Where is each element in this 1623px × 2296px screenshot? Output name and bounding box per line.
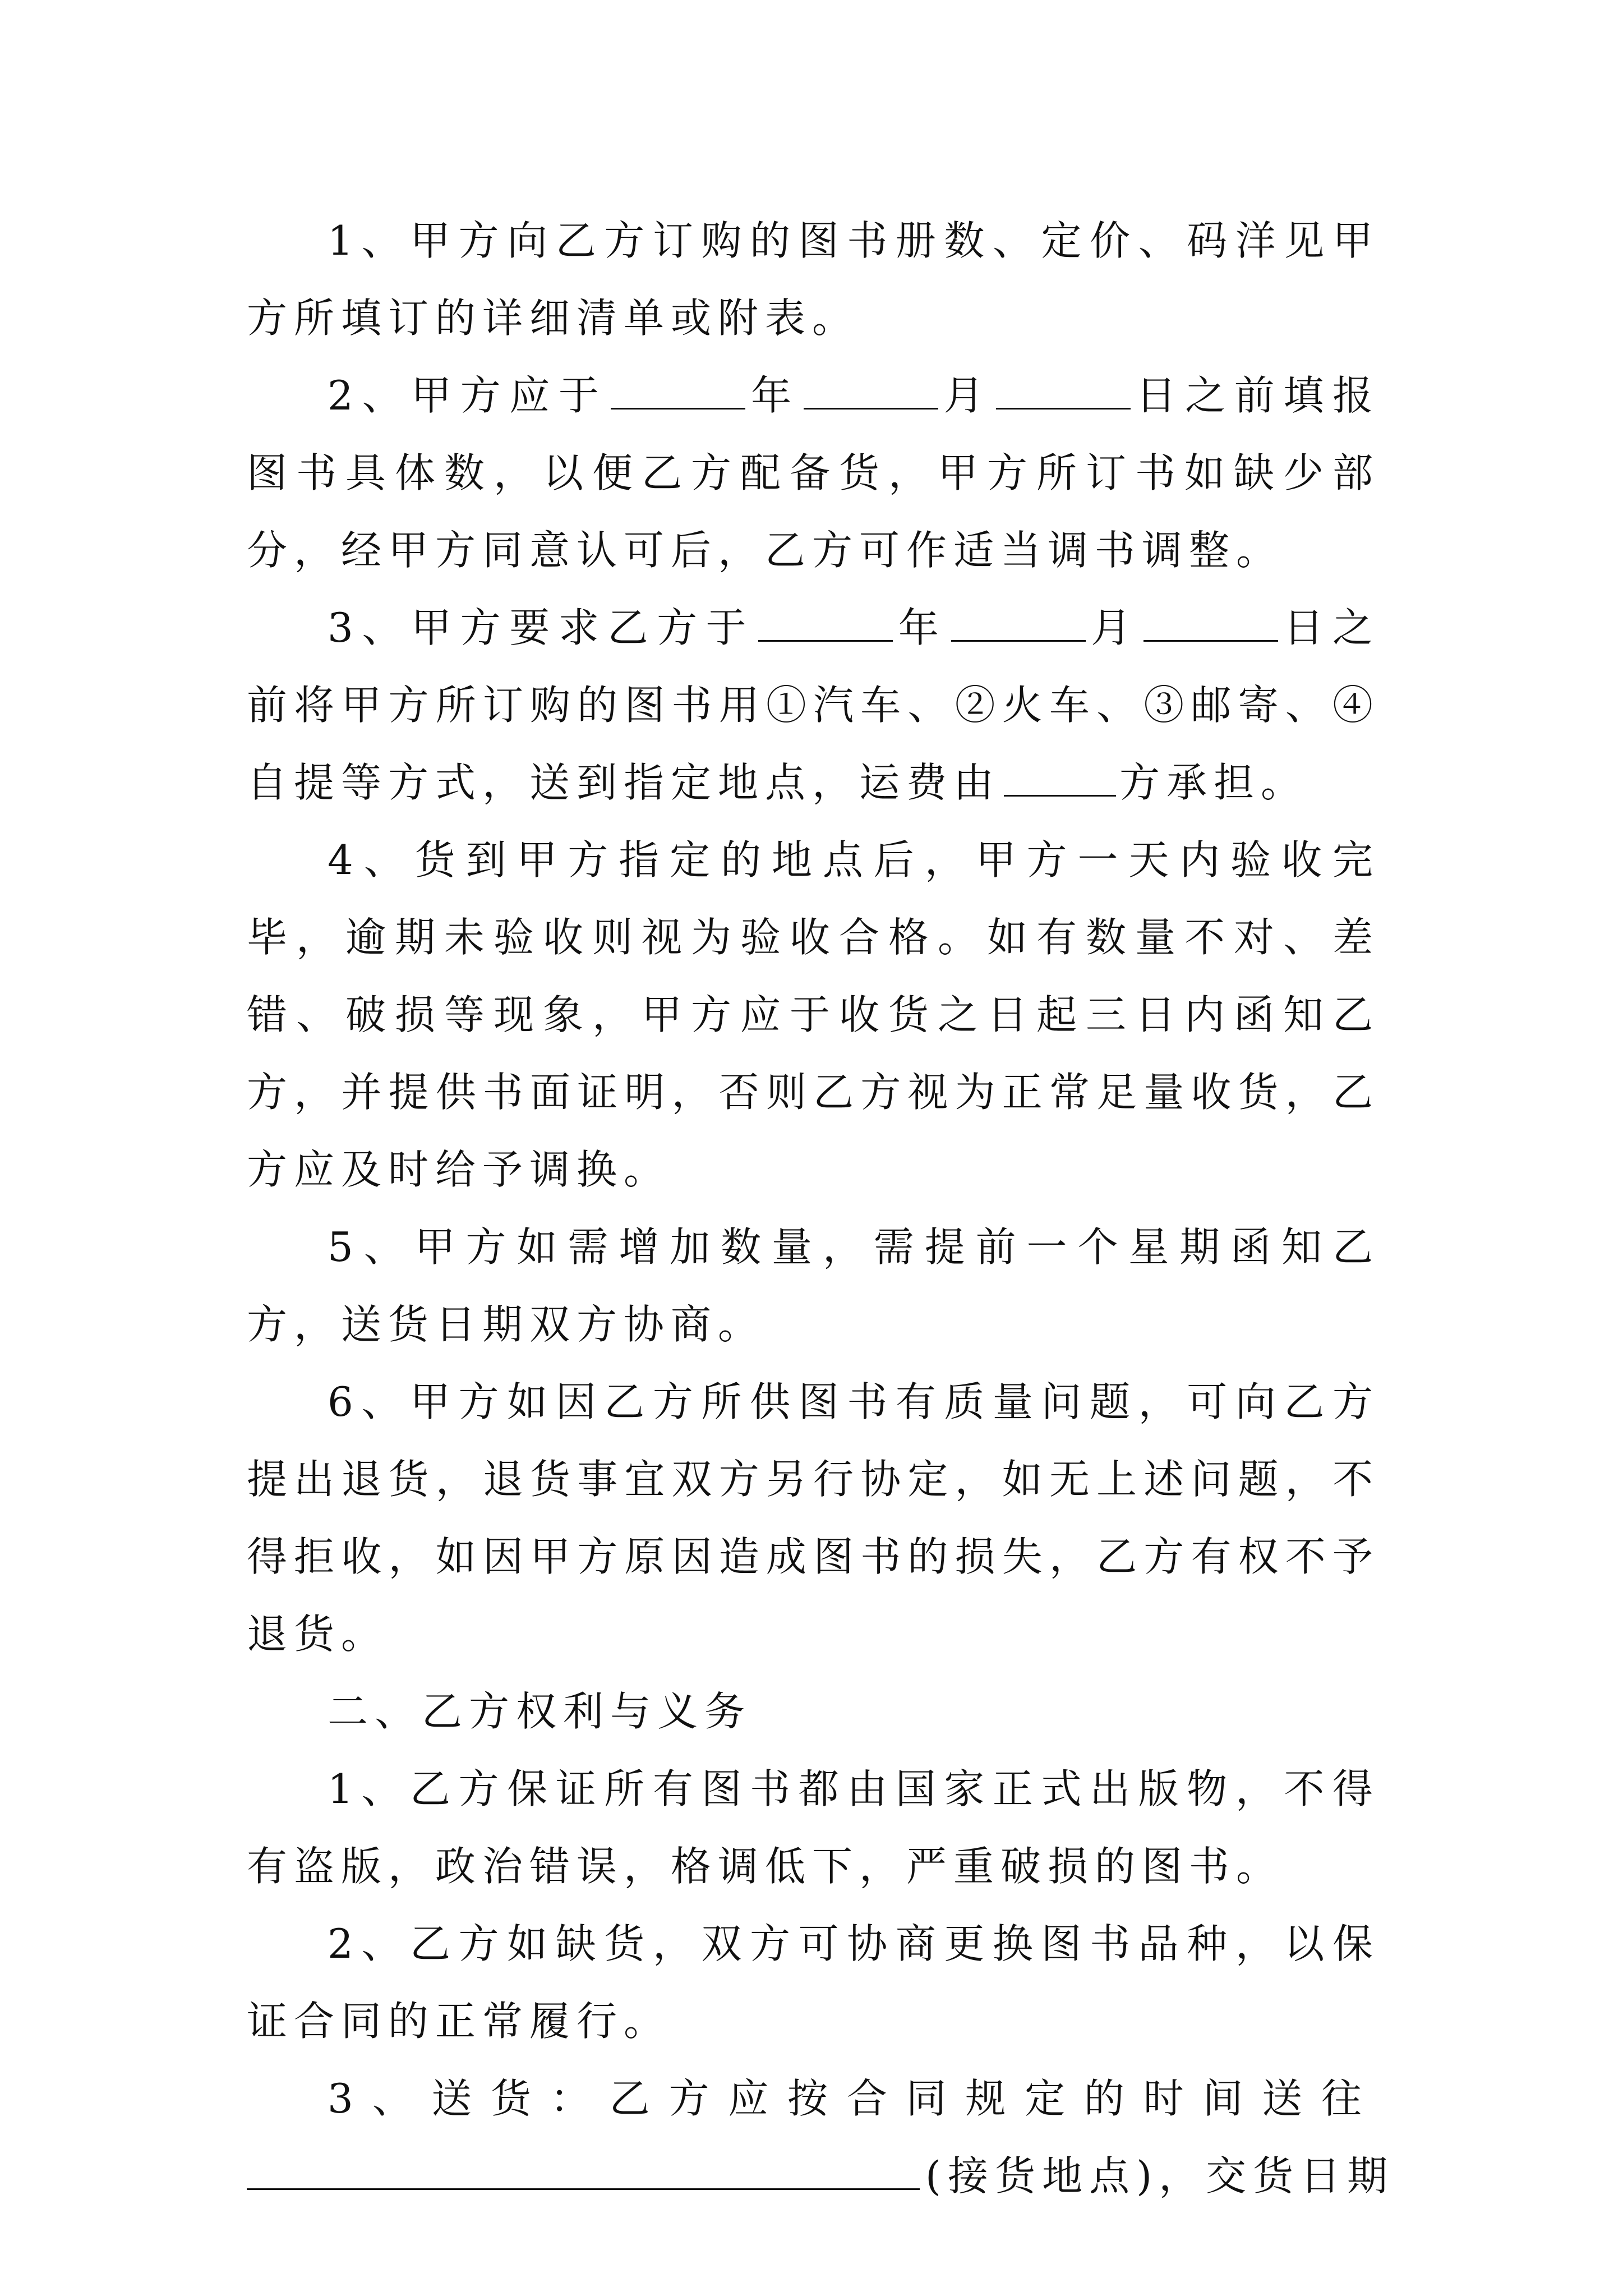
clause-1-2-text-b: 年: [749, 372, 800, 419]
clause-2-2: 2、乙方如缺货，双方可协商更换图书品种，以保证合同的正常履行。: [247, 1920, 1380, 2045]
month-blank[interactable]: [804, 372, 938, 409]
day-blank[interactable]: [996, 372, 1131, 409]
clause-1-6: 6、甲方如因乙方所供图书有质量问题，可向乙方提出退货，退货事宜双方另行协定，如无上述问题，不得拒收，如因甲方原因造成图书的损失，乙方有权不予退货。: [247, 1378, 1380, 1658]
clause-1-5: 5、甲方如需增加数量，需提前一个星期函知乙方，送货日期双方协商。: [247, 1223, 1380, 1348]
clause-1-3: [247, 589, 1380, 821]
delivery-day-blank[interactable]: [1144, 604, 1278, 642]
clause-1-1: 1、甲方向乙方订购的图书册数、定价、码洋见甲方所填订的详细清单或附表。: [247, 217, 1380, 342]
clause-1-2: [247, 357, 1380, 589]
contract-page: [247, 202, 1395, 2215]
delivery-location-blank[interactable]: [247, 2152, 920, 2190]
delivery-month-blank[interactable]: [951, 604, 1086, 642]
clause-1-3-text-a: 3、甲方要求乙方于: [328, 604, 755, 651]
clause-1-3-text-e: 方承担。: [1119, 759, 1308, 806]
clause-2-3: 3、送货：乙方应按合同规定的时间送往: [328, 2075, 1380, 2122]
clause-1-4: 4、货到甲方指定的地点后，甲方一天内验收完毕，逾期未验收则视为验收合格。如有数量不对、差错、破损等现象，甲方应于收货之日起三日内函知乙方，并提供书面证明，否则乙方视为正常足量收货，乙方应及时给予调换。: [247, 836, 1380, 1193]
year-blank[interactable]: [611, 372, 745, 409]
clause-1-3-text-d: 日之前将甲方所订购的图书用①汽车、②火车、③邮寄、④自提等方式，送到指定地点，运费由: [247, 604, 1380, 806]
clause-1-3-text-b: 年: [896, 604, 948, 651]
section-2-heading: 二、乙方权利与义务: [328, 1688, 752, 1735]
clause-1-2-text-d: 日之前填报图书具体数，以便乙方配备货，甲方所订书如缺少部分，经甲方同意认可后，乙方可作适当调书调整。: [247, 372, 1380, 574]
clause-1-2-text-a: 2、甲方应于: [328, 372, 608, 419]
clause-2-3-text-b: (接货地点)，交货日期: [925, 2152, 1395, 2200]
delivery-year-blank[interactable]: [758, 604, 893, 642]
freight-party-blank[interactable]: [1004, 759, 1116, 797]
clause-1-3-text-c: 月: [1089, 604, 1140, 651]
clause-1-2-text-c: 月: [941, 372, 993, 419]
clause-2-1: 1、乙方保证所有图书都由国家正式出版物，不得有盗版，政治错误，格调低下，严重破损的图书。: [247, 1765, 1380, 1890]
clause-2-3-continued: [247, 2137, 1395, 2215]
